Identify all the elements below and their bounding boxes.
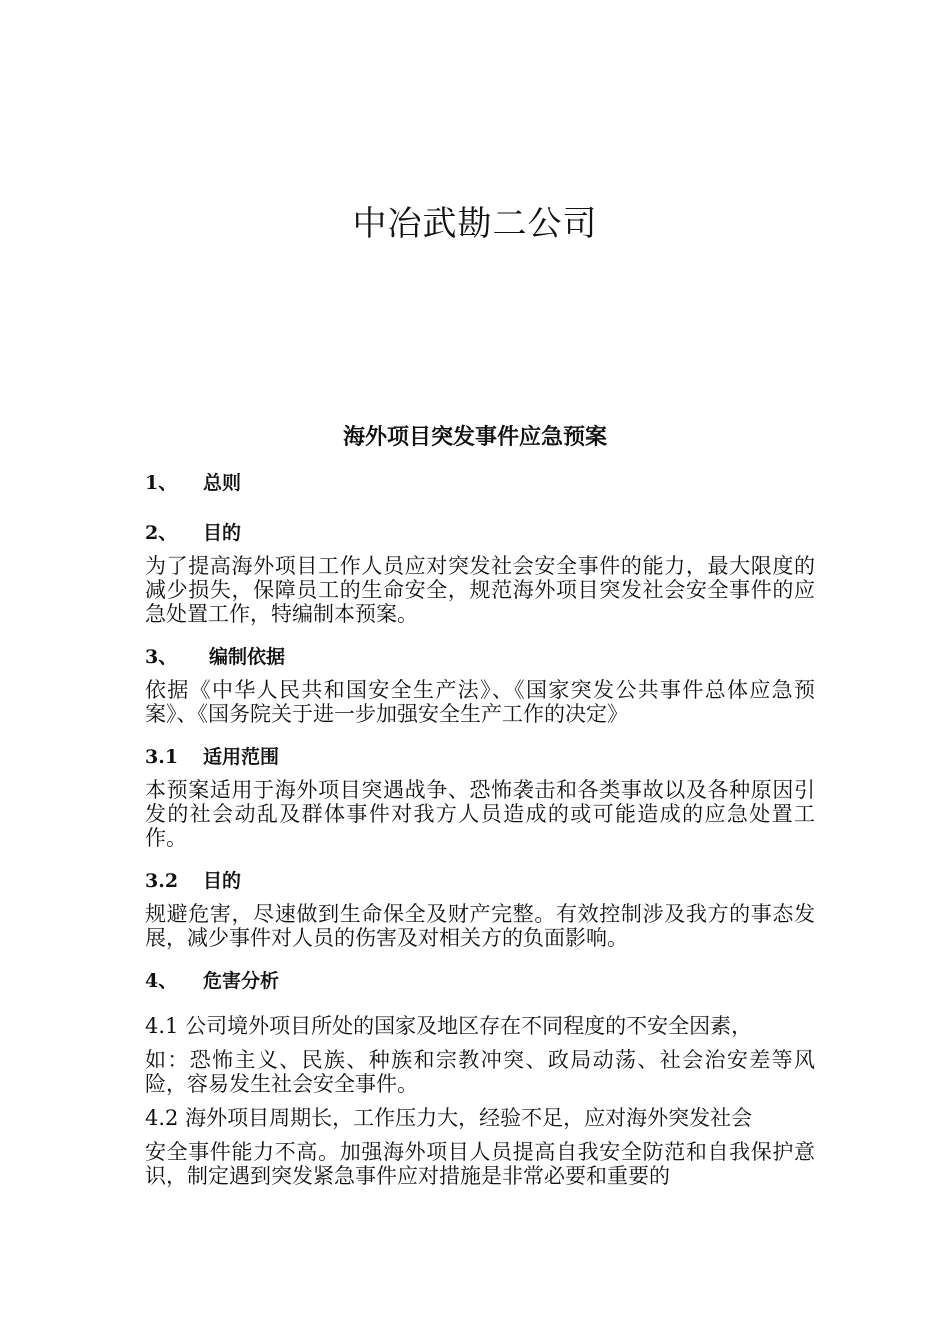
section-title: 危害分析: [203, 970, 280, 992]
section-number: 1、: [145, 472, 178, 494]
paragraph: 4.1 公司境外项目所处的国家及地区存在不同程度的不安全因素，: [145, 1014, 753, 1038]
paragraph: 4.2 海外项目周期长，工作压力大，经验不足，应对海外突发社会: [145, 1106, 753, 1130]
section-number: 4、: [145, 970, 178, 992]
paragraph: 为了提高海外项目工作人员应对突发社会安全事件的能力，最大限度的减少损失，保障员工的生命安全，规范海外项目突发社会安全事件的应急处置工作，特编制本预案。: [145, 554, 815, 626]
document-body: [145, 470, 815, 1188]
paragraph: 安全事件能力不高。加强海外项目人员提高自我安全防范和自我保护意识，制定遇到突发紧急事件应对措施是非常必要和重要的: [145, 1140, 815, 1188]
section-heading: [145, 520, 815, 546]
section-title: 适用范围: [203, 746, 280, 768]
section-title: 总则: [203, 472, 242, 494]
section-number: 3、: [145, 646, 178, 668]
section-title: 目的: [203, 870, 242, 892]
section-number: 2、: [145, 522, 178, 544]
paragraph: 本预案适用于海外项目突遇战争、恐怖袭击和各类事故以及各种原因引发的社会动乱及群体事件对我方人员造成的或可能造成的应急处置工作。: [145, 778, 815, 850]
section-heading: [145, 644, 815, 670]
paragraph: 依据《中华人民共和国安全生产法》、《国家突发公共事件总体应急预案》、《国务院关于进一步加强安全生产工作的决定》: [145, 678, 815, 726]
section-heading: [145, 868, 815, 894]
paragraph: 规避危害，尽速做到生命保全及财产完整。有效控制涉及我方的事态发展，减少事件对人员的伤害及对相关方的负面影响。: [145, 902, 815, 950]
section-number: 3.2: [145, 870, 179, 892]
paragraph: 如：恐怖主义、民族、种族和宗教冲突、政局动荡、社会治安差等风险，容易发生社会安全事件。: [145, 1048, 815, 1096]
section-heading: [145, 744, 815, 770]
section-title: 目的: [203, 522, 242, 544]
company-name: 中冶武勘二公司: [352, 204, 598, 244]
document-title: 海外项目突发事件应急预案: [342, 424, 607, 450]
section-title: 编制依据: [209, 646, 286, 668]
section-number: 3.1: [145, 746, 179, 768]
section-heading: [145, 968, 815, 994]
section-heading: [145, 470, 815, 496]
